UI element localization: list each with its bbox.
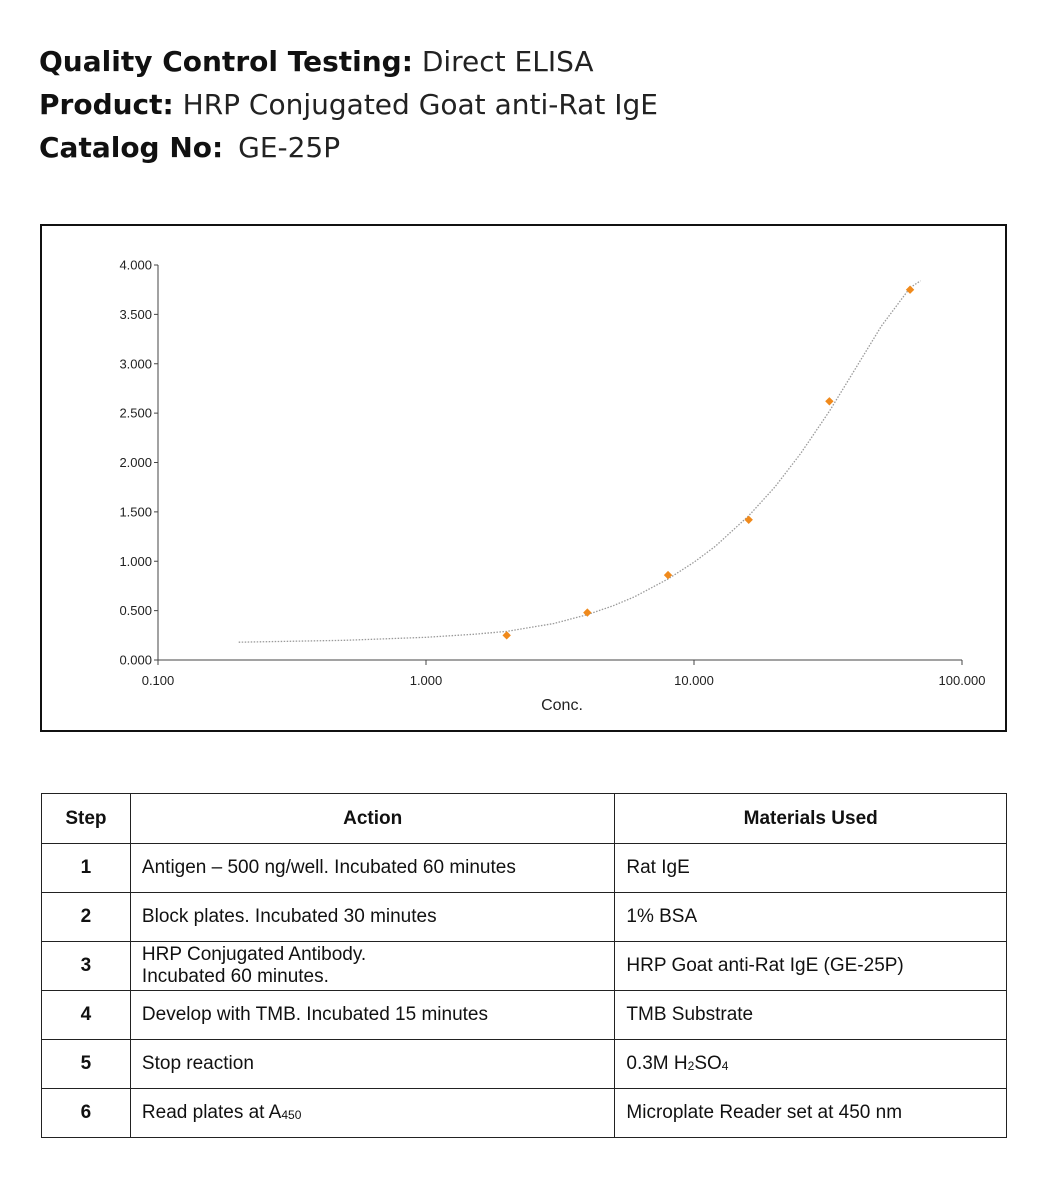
y-tick-label: 0.500 (119, 603, 152, 619)
formula-part: 0.3M H (626, 1052, 688, 1074)
table-row (42, 1089, 1007, 1138)
y-tick-label: 3.500 (119, 306, 152, 322)
elisa-chart (42, 226, 1005, 730)
header-materials: Materials Used (615, 794, 1007, 844)
fit-curve (239, 281, 921, 642)
step-number: 3 (42, 942, 131, 991)
action-text: Read plates at A (141, 1101, 282, 1123)
formula-subscript: 4 (721, 1058, 729, 1073)
y-tick-label: 4.000 (119, 257, 152, 273)
step-action (130, 1089, 614, 1138)
x-axis-label: Conc. (541, 697, 583, 714)
step-materials: TMB Substrate (615, 991, 1007, 1040)
table-row (42, 893, 1007, 942)
product-value: HRP Conjugated Goat anti-Rat IgE (182, 88, 658, 121)
wavelength-subscript: 450 (281, 1107, 302, 1122)
catalog-line (39, 126, 658, 169)
formula-subscript: 2 (687, 1058, 695, 1073)
y-tick-label: 3.000 (119, 356, 152, 372)
catalog-label: Catalog No: (39, 131, 224, 164)
header (39, 40, 658, 169)
data-point (825, 397, 833, 405)
x-tick-label: 1.000 (409, 673, 443, 688)
product-label: Product: (39, 88, 174, 121)
step-action: Stop reaction (130, 1040, 614, 1089)
y-tick-label: 1.500 (119, 504, 152, 520)
data-point (502, 631, 510, 639)
chart-frame (40, 224, 1007, 732)
data-point (745, 516, 753, 524)
data-point (664, 571, 672, 579)
y-tick-label: 2.500 (119, 405, 152, 421)
step-number: 1 (42, 844, 131, 893)
step-materials: Rat IgE (615, 844, 1007, 893)
step-number: 6 (42, 1089, 131, 1138)
header-action: Action (130, 794, 614, 844)
step-action-line: HRP Conjugated Antibody. (141, 944, 367, 965)
table-row (42, 942, 1007, 991)
step-materials: Microplate Reader set at 450 nm (615, 1089, 1007, 1138)
table-header-row (42, 794, 1007, 844)
step-action: Antigen – 500 ng/well. Incubated 60 minutes (130, 844, 614, 893)
step-action (130, 942, 614, 991)
protocol-table (41, 793, 1007, 1138)
step-materials: 1% BSA (615, 893, 1007, 942)
product-line (39, 83, 658, 126)
step-number: 4 (42, 991, 131, 1040)
step-action: Block plates. Incubated 30 minutes (130, 893, 614, 942)
y-tick-label: 1.000 (119, 553, 152, 569)
table-row (42, 844, 1007, 893)
header-step: Step (42, 794, 131, 844)
x-tick-label: 0.100 (141, 673, 175, 688)
formula-part: SO (694, 1052, 722, 1074)
step-action-line: Incubated 60 minutes. (141, 966, 329, 987)
qc-label: Quality Control Testing: (39, 45, 413, 78)
table-row (42, 1040, 1007, 1089)
step-action: Develop with TMB. Incubated 15 minutes (130, 991, 614, 1040)
data-point (583, 608, 591, 616)
y-tick-label: 0.000 (119, 652, 152, 668)
table-row (42, 991, 1007, 1040)
qc-line (39, 40, 658, 83)
step-materials: HRP Goat anti-Rat IgE (GE-25P) (615, 942, 1007, 991)
step-number: 2 (42, 893, 131, 942)
x-tick-label: 10.000 (674, 673, 714, 688)
step-materials (615, 1040, 1007, 1089)
x-tick-label: 100.000 (938, 673, 986, 688)
step-number: 5 (42, 1040, 131, 1089)
catalog-value: GE-25P (238, 131, 341, 164)
y-tick-label: 2.000 (119, 455, 152, 470)
qc-value: Direct ELISA (421, 45, 594, 78)
